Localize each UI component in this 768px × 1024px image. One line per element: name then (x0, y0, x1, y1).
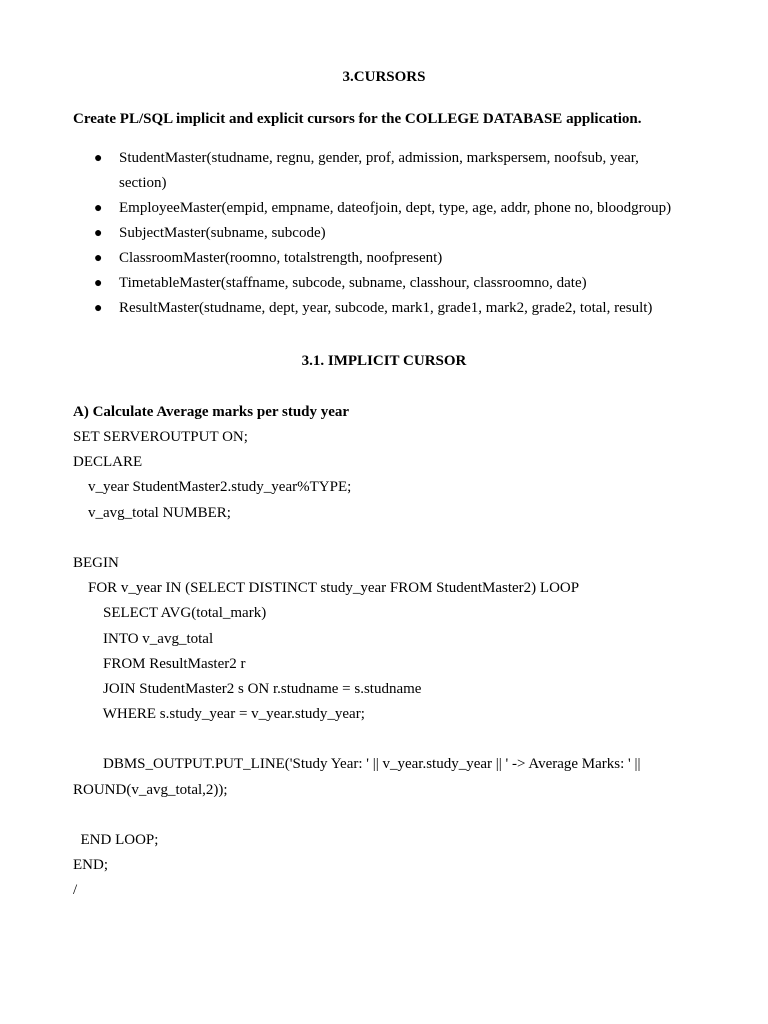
subsection-title: 3.1. IMPLICIT CURSOR (301, 353, 467, 369)
code-line: / (73, 882, 78, 899)
code-line: DECLARE (73, 454, 143, 471)
list-item (0, 146, 679, 196)
code-line: DBMS_OUTPUT.PUT_LINE('Study Year: ' || v_year.study_year || ' -> Average Marks: ' || (73, 756, 641, 773)
list-item (0, 271, 679, 296)
list-item-text: ClassroomMaster(roomno, totalstrength, noofpresent) (119, 250, 443, 266)
example-title: A) Calculate Average marks per study year (73, 404, 350, 420)
bullet-icon: ● (94, 151, 103, 166)
intro-text: Create PL/SQL implicit and explicit cursors for the COLLEGE DATABASE application. (73, 111, 642, 127)
code-line: v_year StudentMaster2.study_year%TYPE; (73, 479, 352, 496)
code-line: END LOOP; (73, 832, 159, 848)
code-line: FROM ResultMaster2 r (73, 655, 246, 672)
code-line: BEGIN (73, 554, 119, 571)
bullet-icon: ● (94, 301, 103, 316)
list-item (0, 296, 679, 321)
code-line: SET SERVEROUTPUT ON; (73, 429, 248, 445)
bullet-icon: ● (94, 226, 103, 241)
list-item (0, 196, 679, 221)
list-item-text: ResultMaster(studname, dept, year, subcode, mark1, grade1, mark2, grade2, total, result) (119, 300, 653, 316)
code-line: v_avg_total NUMBER; (73, 504, 231, 521)
code-line (73, 803, 693, 828)
code-line (73, 727, 693, 752)
code-line: FOR v_year IN (SELECT DISTINCT study_year FROM StudentMaster2) LOOP (73, 580, 580, 597)
table-list (0, 146, 700, 321)
code-line: END; (73, 857, 108, 874)
code-block (73, 425, 693, 904)
code-line: INTO v_avg_total (73, 630, 214, 647)
list-item (0, 246, 679, 271)
list-item-text: TimetableMaster(staffname, subcode, subname, classhour, classroomno, date) (119, 275, 587, 291)
section-title: 3.CURSORS (342, 69, 426, 85)
list-item-text: EmployeeMaster(empid, empname, dateofjoin, dept, type, age, addr, phone no, bloodgroup) (119, 200, 672, 216)
bullet-icon: ● (94, 201, 103, 216)
list-item (0, 221, 679, 246)
code-line: JOIN StudentMaster2 s ON r.studname = s.studname (73, 680, 422, 697)
list-item-text: StudentMaster(studname, regnu, gender, prof, admission, markspersem, noofsub, year, section) (119, 150, 639, 191)
bullet-icon: ● (94, 251, 103, 266)
code-line: WHERE s.study_year = v_year.study_year; (73, 706, 365, 723)
bullet-icon: ● (94, 276, 103, 291)
list-item-text: SubjectMaster(subname, subcode) (119, 225, 326, 241)
code-line (73, 526, 693, 551)
code-line: ROUND(v_avg_total,2)); (73, 781, 228, 798)
code-line: SELECT AVG(total_mark) (73, 605, 267, 622)
